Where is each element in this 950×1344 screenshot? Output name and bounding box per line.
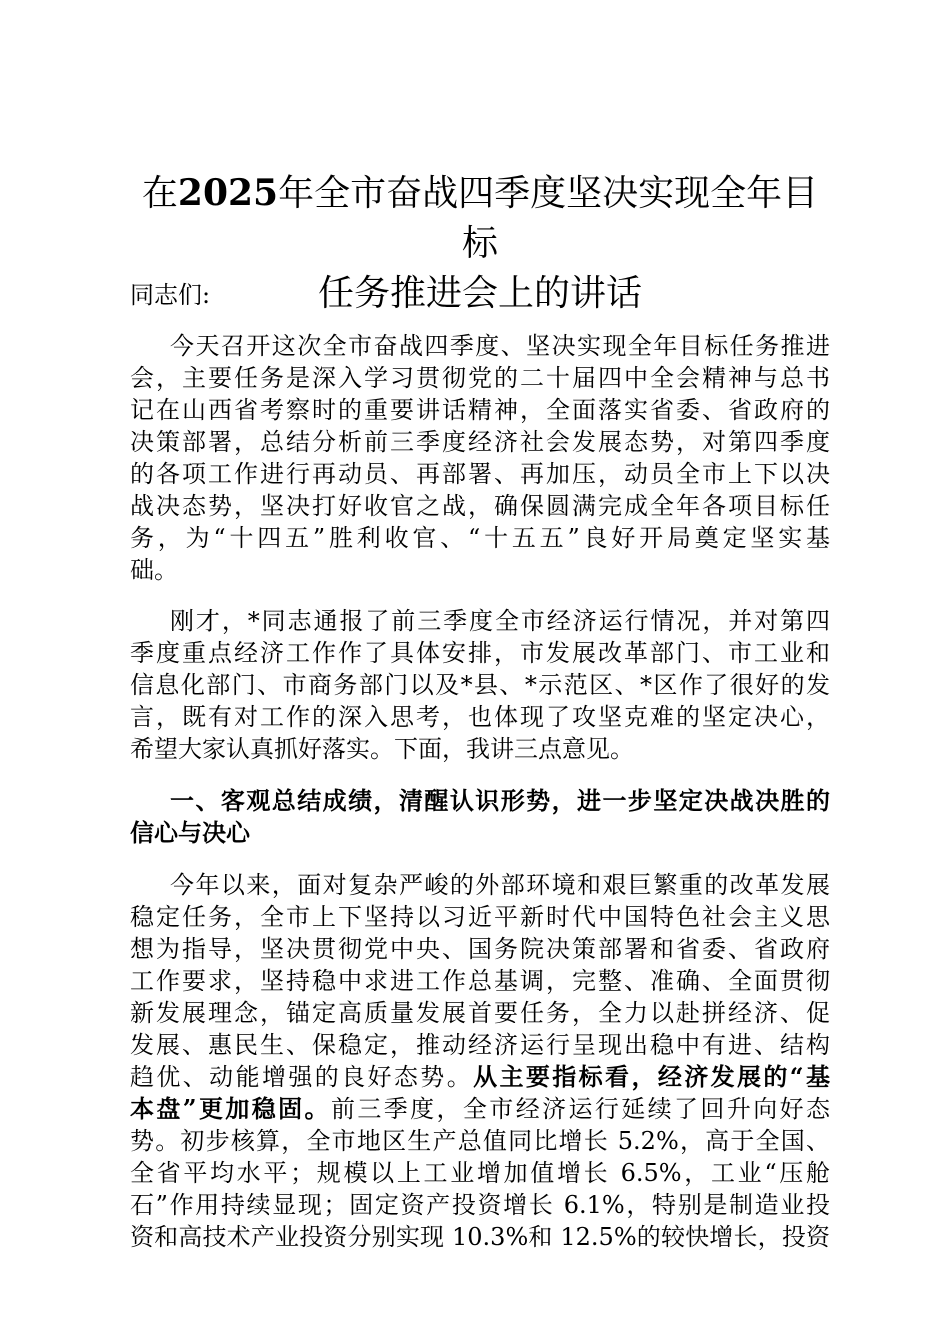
paragraph-3-line: 势。初步核算，全市地区生产总值同比增长 5.2%，高于全国、 — [130, 1127, 830, 1155]
emphasis-text: 从主要指标看，经济发展的“基 — [473, 1062, 830, 1091]
paragraph-3-line: 今年以来，面对复杂严峻的外部环境和艰巨繁重的改革发展 — [170, 871, 830, 899]
paragraph-1-line: 务，为“十四五”胜利收官、“十五五”良好开局奠定坚实基 — [130, 524, 830, 552]
paragraph-2-line: 希望大家认真抓好落实。下面，我讲三点意见。 — [130, 735, 634, 763]
title-line2: 任务推进会上的讲话 — [317, 273, 642, 314]
paragraph-2-line: 信息化部门、市商务部门以及*县、*示范区、*区作了很好的发 — [130, 671, 830, 699]
section-heading-line: 一、客观总结成绩，清醒认识形势，进一步坚定决战决胜的 — [170, 786, 830, 815]
paragraph-3-line — [130, 1093, 830, 1125]
paragraph-3-line: 发展、惠民生、保稳定，推动经济运行呈现出稳中有进、结构 — [130, 1031, 830, 1059]
paragraph-3-line — [130, 1061, 830, 1093]
paragraph-3-line: 稳定任务，全市上下坚持以习近平新时代中国特色社会主义思 — [130, 903, 830, 931]
paragraph-1-line: 会，主要任务是深入学习贯彻党的二十届四中全会精神与总书 — [130, 364, 830, 392]
paragraph-3-line: 石”作用持续显现；固定资产投资增长 6.1%，特别是制造业投 — [130, 1191, 830, 1219]
emphasis-text: 本盘”更加稳固。 — [130, 1094, 331, 1123]
paragraph-3-line: 全省平均水平；规模以上工业增加值增长 6.5%，工业“压舱 — [130, 1159, 830, 1187]
paragraph-2-line: 言，既有对工作的深入思考，也体现了攻坚克难的坚定决心， — [130, 703, 830, 731]
normal-text: 趋优、动能增强的良好态势。 — [130, 1063, 474, 1091]
salutation: 同志们: — [130, 281, 211, 309]
title-prefix: 在 — [141, 173, 178, 214]
paragraph-1-line: 的各项工作进行再动员、再部署、再加压，动员全市上下以决 — [130, 460, 830, 488]
title-line1-rest: 年全市奋战四季度坚决实现全年目标 — [278, 173, 819, 264]
paragraph-3-line: 资和高技术产业投资分别实现 10.3%和 12.5%的较快增长，投资 — [130, 1223, 830, 1251]
paragraph-3-line: 新发展理念，锚定高质量发展首要任务，全力以赴拼经济、促 — [130, 999, 830, 1027]
normal-text: 前三季度，全市经济运行延续了回升向好态 — [330, 1095, 831, 1123]
paragraph-3-line: 工作要求，坚持稳中求进工作总基调，完整、准确、全面贯彻 — [130, 967, 830, 995]
paragraph-3-line: 想为指导，坚决贯彻党中央、国务院决策部署和省委、省政府 — [130, 935, 830, 963]
title-year: 2025 — [177, 172, 279, 214]
paragraph-2-line: 季度重点经济工作作了具体安排，市发展改革部门、市工业和 — [130, 639, 830, 667]
section-heading-line: 信心与决心 — [130, 818, 250, 847]
paragraph-1-line: 战决态势，坚决打好收官之战，确保圆满完成全年各项目标任 — [130, 492, 830, 520]
paragraph-1-line: 记在山西省考察时的重要讲话精神，全面落实省委、省政府的 — [130, 396, 830, 424]
paragraph-2-line: 刚才，*同志通报了前三季度全市经济运行情况，并对第四 — [170, 607, 830, 635]
paragraph-1-line: 决策部署，总结分析前三季度经济社会发展态势，对第四季度 — [130, 428, 830, 456]
paragraph-1-line: 础。 — [130, 556, 178, 584]
paragraph-1-line: 今天召开这次全市奋战四季度、坚决实现全年目标任务推进 — [170, 332, 830, 360]
